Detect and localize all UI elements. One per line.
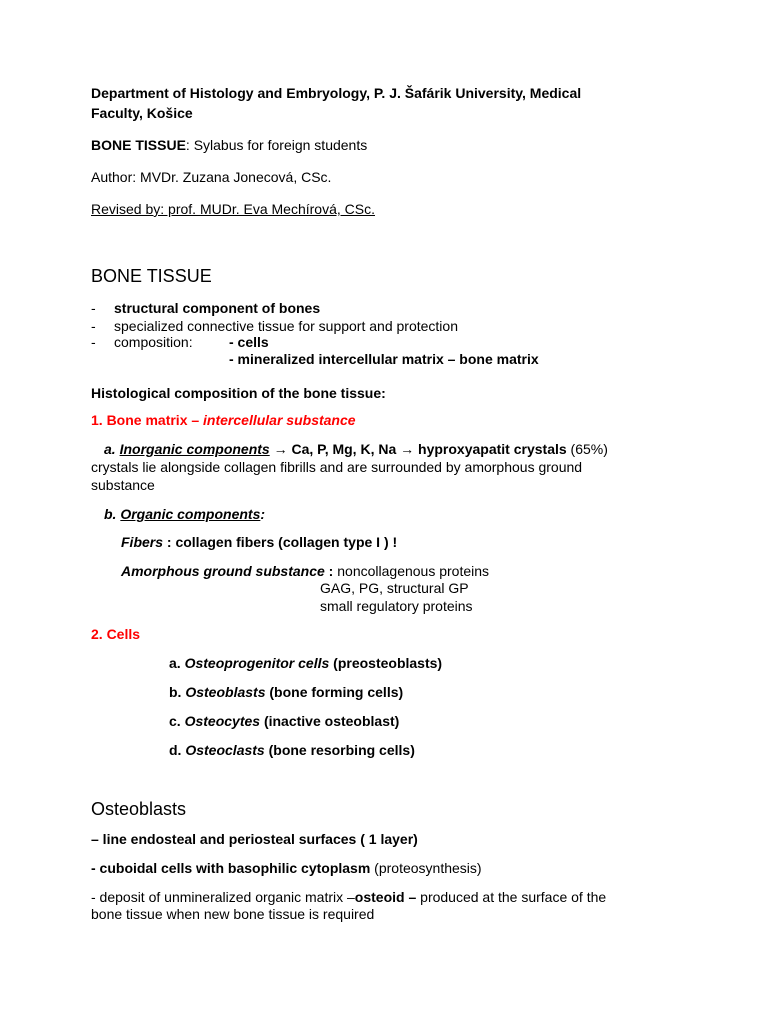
cell-desc: (preosteoblasts) bbox=[333, 655, 443, 671]
ground-value-1: noncollagenous proteins bbox=[337, 563, 490, 579]
cell-name: Osteoclasts bbox=[185, 742, 265, 758]
osteoblasts-line-2-bold: - cuboidal cells with basophilic cytoplasm bbox=[91, 860, 371, 876]
fibers-label: Fibers bbox=[121, 534, 164, 550]
cell-letter: a. bbox=[169, 655, 181, 671]
osteoblasts-line-2-rest: (proteosynthesis) bbox=[370, 860, 482, 876]
cell-letter: b. bbox=[169, 684, 182, 700]
organic-line bbox=[104, 506, 265, 523]
ground-value-3: small regulatory proteins bbox=[320, 598, 473, 614]
organic-colon: : bbox=[260, 506, 266, 522]
organic-title: Organic components bbox=[120, 506, 261, 522]
department-line-2: Faculty, Košice bbox=[91, 105, 193, 121]
ground-label: Amorphous ground substance bbox=[121, 563, 325, 579]
department-line-1: Department of Histology and Embryology, P. J. Šafárik University, Medical bbox=[91, 85, 582, 101]
inorganic-label: a. bbox=[104, 441, 116, 457]
osteoblasts-line-1: – line endosteal and periosteal surfaces ( 1 layer) bbox=[91, 831, 418, 847]
list-dash: - bbox=[91, 318, 96, 334]
bone-tissue-title: BONE TISSUE bbox=[91, 266, 212, 286]
composition-value-1: - cells bbox=[229, 334, 269, 350]
inorganic-title: Inorganic components bbox=[119, 441, 270, 457]
histology-heading: Histological composition of the bone tissue: bbox=[91, 385, 386, 401]
cell-item-d bbox=[169, 742, 415, 759]
inorganic-desc-1: crystals lie alongside collagen fibrills and are surrounded by amorphous ground bbox=[91, 459, 583, 475]
ground-colon: : bbox=[324, 563, 334, 579]
composition-label: composition: bbox=[114, 334, 193, 350]
bone-list-item-2-text: specialized connective tissue for support and protection bbox=[114, 318, 458, 334]
osteoblasts-line-3-a: - deposit of unmineralized organic matrix – bbox=[91, 889, 355, 905]
subject-line bbox=[91, 137, 367, 154]
subject-rest: Sylabus for foreign students bbox=[193, 137, 368, 153]
organic-label: b. bbox=[104, 506, 117, 522]
cell-name: Osteocytes bbox=[184, 713, 261, 729]
matrix-heading-num: 1. Bone matrix – bbox=[91, 412, 200, 428]
bone-list-item-1 bbox=[91, 300, 320, 317]
matrix-heading-italic: intercellular substance bbox=[203, 412, 356, 428]
osteoblasts-line-2 bbox=[91, 860, 482, 877]
cells-heading: 2. Cells bbox=[91, 626, 141, 642]
cell-desc: (inactive osteoblast) bbox=[263, 713, 400, 729]
inorganic-crystals: hyproxyapatit crystals bbox=[418, 441, 567, 457]
osteoblasts-title: Osteoblasts bbox=[91, 799, 187, 819]
subject-colon: : bbox=[185, 137, 190, 153]
cell-name: Osteoprogenitor cells bbox=[184, 655, 330, 671]
composition-value-2: - mineralized intercellular matrix – bone matrix bbox=[229, 351, 539, 367]
cell-item-a bbox=[169, 655, 442, 672]
cell-item-b bbox=[169, 684, 403, 701]
bone-list-item-1-text: structural component of bones bbox=[114, 300, 321, 316]
cell-item-c bbox=[169, 713, 399, 730]
ground-value-2: GAG, PG, structural GP bbox=[320, 580, 469, 596]
revised-line: Revised by: prof. MUDr. Eva Mechírová, CSc. bbox=[91, 201, 375, 217]
subject-bold: BONE TISSUE bbox=[91, 137, 186, 153]
author-line: Author: MVDr. Zuzana Jonecová, CSc. bbox=[91, 169, 332, 185]
fibers-value: : collagen fibers (collagen type I ) ! bbox=[163, 534, 398, 550]
cell-letter: d. bbox=[169, 742, 182, 758]
fibers-line bbox=[121, 534, 397, 551]
inorganic-desc-2: substance bbox=[91, 477, 155, 493]
list-dash: - bbox=[91, 334, 96, 350]
cell-desc: (bone resorbing cells) bbox=[268, 742, 415, 758]
inorganic-elements: → Ca, P, Mg, K, Na → bbox=[273, 441, 415, 457]
inorganic-line bbox=[104, 441, 608, 458]
cell-name: Osteoblasts bbox=[185, 684, 266, 700]
cell-desc: (bone forming cells) bbox=[269, 684, 404, 700]
osteoid-term: osteoid – bbox=[354, 889, 417, 905]
bone-list-item-3 bbox=[91, 334, 193, 351]
osteoblasts-line-3 bbox=[91, 889, 606, 906]
ground-line bbox=[121, 563, 489, 580]
cell-letter: c. bbox=[169, 713, 181, 729]
list-dash: - bbox=[91, 300, 96, 316]
osteoblasts-line-3-b: produced at the surface of the bbox=[416, 889, 607, 905]
matrix-heading bbox=[91, 412, 356, 429]
bone-list-item-2 bbox=[91, 318, 458, 335]
osteoblasts-line-4: bone tissue when new bone tissue is required bbox=[91, 906, 375, 922]
inorganic-percent: (65%) bbox=[570, 441, 608, 457]
